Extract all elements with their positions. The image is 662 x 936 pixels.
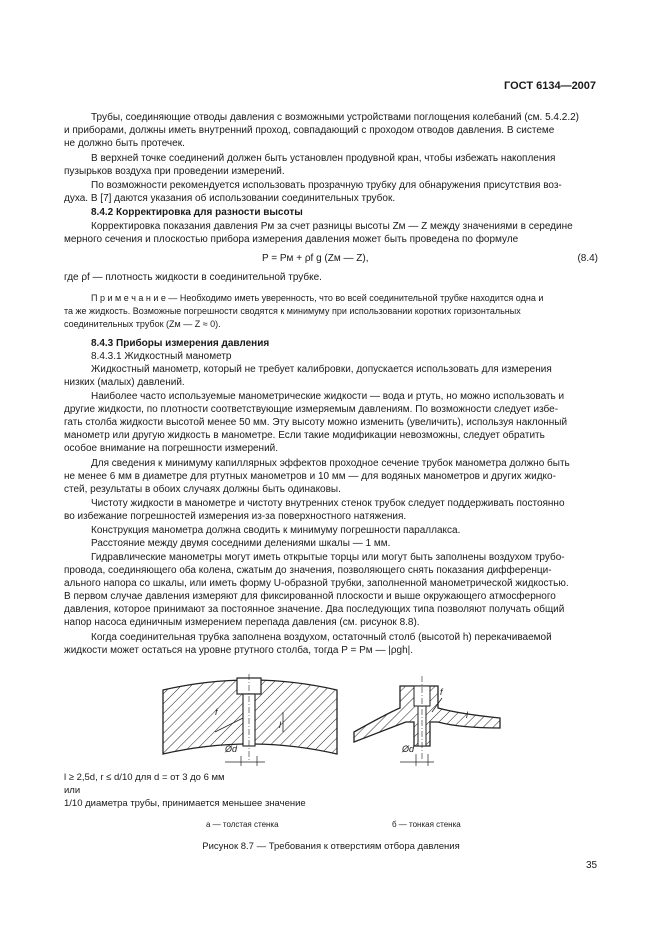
text-line: гать столба жидкости высотой менее 50 мм. Эту высоту можно изменить (увеличить), используя наклонный bbox=[64, 417, 568, 428]
label-f: f bbox=[215, 707, 218, 717]
text-line: Для сведения к минимуму капиллярных эффектов проходное сечение трубок манометра должно быть bbox=[91, 458, 570, 469]
text-line: низких (малых) давлений. bbox=[64, 377, 185, 388]
text-line: не должно быть протечек. bbox=[64, 138, 185, 149]
text-line: духа. В [7] даются указания об использовании соединительных трубок. bbox=[64, 193, 396, 204]
text-line: напор насоса единичным измерением перепада давления (см. рисунок 8.8). bbox=[64, 617, 420, 628]
note-line: П р и м е ч а н и е — Необходимо иметь уверенность, что во всей соединительной трубке находится одна и bbox=[91, 293, 544, 303]
label-l-b: l bbox=[466, 710, 468, 720]
text-line: особое внимание на погрешности измерений. bbox=[64, 443, 279, 454]
formula-explanation: где ρf — плотность жидкости в соединительной трубке. bbox=[64, 272, 322, 283]
text-line: Чистоту жидкости в манометре и чистоту внутренних стенок трубок следует поддерживать постоянно bbox=[91, 498, 565, 509]
text-line: Трубы, соединяющие отводы давления с возможными устройствами поглощения колебаний (см. 5.4.2.2) bbox=[91, 112, 579, 123]
subfigure-label-a: а — толстая стенка bbox=[206, 820, 279, 829]
figure-thick-wall bbox=[155, 672, 345, 772]
figure-legend-line: l ≥ 2,5d, r ≤ d/10 для d = от 3 до 6 мм bbox=[64, 772, 225, 783]
text-line: во избежание погрешностей измерения из-за поверхностного натяжения. bbox=[64, 511, 407, 522]
label-f-b: f bbox=[440, 687, 443, 697]
page-number: 35 bbox=[586, 860, 598, 871]
section-heading: 8.4.3 Приборы измерения давления bbox=[91, 338, 270, 349]
figure-legend-line: 1/10 диаметра трубы, принимается меньшее значение bbox=[64, 798, 306, 809]
text-line: Жидкостный манометр, который не требует калибровки, допускается использовать для измерения bbox=[91, 364, 552, 375]
figure-caption: Рисунок 8.7 — Требования к отверстиям отбора давления bbox=[202, 841, 460, 852]
text-line: провода, соединяющего оба колена, сжатым до значения, позволяющего снять показания дифференци- bbox=[64, 565, 552, 576]
text-line: По возможности рекомендуется использовать прозрачную трубку для обнаружения присутствия воз- bbox=[91, 180, 562, 191]
text-line: В первом случае давления измеряют для фиксированной плоскости и выше окружающего атмосферного bbox=[64, 591, 556, 602]
text-line: Корректировка показания давления Pм за счет разницы высоты Zм — Z между значениями в середине bbox=[91, 221, 573, 232]
text-line: Расстояние между двумя соседними делениями шкалы — 1 мм. bbox=[91, 538, 391, 549]
text-line: Когда соединительная трубка заполнена воздухом, остаточный столб (высотой h) перекачиваемой bbox=[91, 632, 552, 643]
text-line: пузырьков воздуха при проведении измерений. bbox=[64, 166, 285, 177]
text-line: давления, которое принимают за постоянное значение. Два последующих типа позволяют получать общий bbox=[64, 604, 565, 615]
text-line: не менее 6 мм в диаметре для ртутных манометров и 10 мм — для водяных манометров и других жидко- bbox=[64, 471, 556, 482]
subfigure-label-b: б — тонкая стенка bbox=[392, 820, 461, 829]
text-line: Конструкция манометра должна сводить к минимуму погрешности параллакса. bbox=[91, 525, 461, 536]
label-l: l bbox=[279, 720, 281, 730]
label-d: Ød bbox=[225, 744, 238, 754]
text-line: жидкости может остаться на уровне ртутного столба, тогда P = Pм — |ρgh|. bbox=[64, 645, 414, 656]
text-line: ального напора со шкалы, или иметь форму U-образной трубки, заполненной манометрической жидкостью. bbox=[64, 578, 569, 589]
text-line: Наиболее часто используемые манометрические жидкости — вода и ртуть, но можно использовать и bbox=[91, 391, 565, 402]
formula: P = Pм + ρf g (Zм — Z), bbox=[262, 253, 369, 264]
subsection-heading: 8.4.3.1 Жидкостный манометр bbox=[91, 351, 232, 362]
text-line: мерного сечения и плоскостью прибора измерения давления может быть проведена по формуле bbox=[64, 234, 519, 245]
figure-thin-wall bbox=[350, 672, 510, 772]
section-heading: 8.4.2 Корректировка для разности высоты bbox=[91, 207, 303, 218]
note-line: та же жидкость. Возможные погрешности сводятся к минимуму при использовании коротких горизонтальных bbox=[64, 306, 521, 316]
text-line: Гидравлические манометры могут иметь открытые торцы или могут быть заполнены воздухом трубо- bbox=[91, 552, 565, 563]
text-line: другие жидкости, по плотности соответствующие измеряемым давлениям. По возможности следует избе- bbox=[64, 404, 559, 415]
label-d-b: Ød bbox=[402, 744, 415, 754]
formula-number: (8.4) bbox=[577, 253, 598, 264]
note-line: соединительных трубок (Zм — Z ≈ 0). bbox=[64, 319, 221, 329]
text-line: В верхней точке соединений должен быть установлен продувной кран, чтобы избежать накопления bbox=[91, 153, 556, 164]
figure-legend-line: или bbox=[64, 785, 81, 796]
text-line: и приборами, должны иметь внутренний проход, совпадающий с проходом отводов давления. В системе bbox=[64, 125, 555, 136]
document-header: ГОСТ 6134—2007 bbox=[504, 80, 597, 92]
text-line: манометр или другую жидкость в манометре. Если такие модификации невозможны, следует обратить bbox=[64, 430, 545, 441]
text-line: стей, результаты в обоих случаях должны быть одинаковы. bbox=[64, 484, 341, 495]
